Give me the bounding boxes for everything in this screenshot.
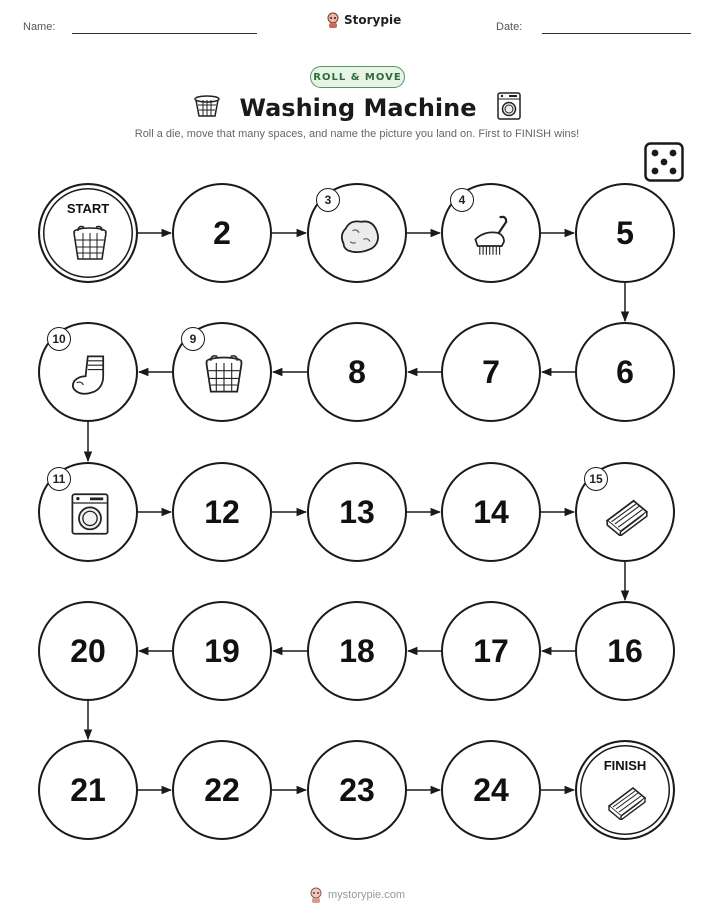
storypie-mascot-icon [309, 887, 323, 903]
board-space-21 [38, 740, 138, 840]
board-space-11 [38, 462, 138, 562]
board-space-19 [172, 601, 272, 701]
space-number: 23 [339, 771, 375, 808]
board-space-10 [38, 322, 138, 422]
board-space-25 [575, 740, 675, 840]
space-number: 7 [482, 353, 500, 390]
board-space-24 [441, 740, 541, 840]
start-label: START [66, 201, 110, 216]
washing-machine-icon [68, 492, 112, 541]
space-number-badge: 10 [47, 327, 71, 351]
footer-url[interactable]: mystorypie.com [327, 889, 406, 901]
board-space-14 [441, 462, 541, 562]
title-text: Washing Machine [239, 94, 477, 122]
laundry-basket-icon [202, 352, 246, 401]
washboard-icon [607, 780, 647, 825]
roll-and-move-badge: ROLL & MOVE [310, 66, 405, 88]
space-number: 18 [339, 632, 375, 669]
board-space-17 [441, 601, 541, 701]
board-space-15 [575, 462, 675, 562]
space-number: 20 [70, 632, 106, 669]
board-space-12 [172, 462, 272, 562]
space-number-badge: 4 [450, 188, 474, 212]
laundry-basket-icon [70, 223, 110, 268]
washboard-icon [605, 492, 649, 541]
board-space-18 [307, 601, 407, 701]
space-number: 5 [616, 214, 634, 251]
board-space-2 [172, 183, 272, 283]
scrub-brush-icon [471, 213, 515, 262]
instructions: Roll a die, move that many spaces, and name the picture you land on. First to FINISH wins! [134, 128, 580, 140]
name-label: Name: [23, 21, 56, 33]
board-space-6 [575, 322, 675, 422]
space-number: 14 [473, 493, 509, 530]
board-space-22 [172, 740, 272, 840]
space-number: 21 [70, 771, 106, 808]
space-number: 19 [204, 632, 240, 669]
space-number-badge: 15 [584, 467, 608, 491]
board-space-13 [307, 462, 407, 562]
board-space-3 [307, 183, 407, 283]
finish-label: FINISH [603, 758, 647, 773]
space-number: 6 [616, 353, 634, 390]
space-number: 13 [339, 493, 375, 530]
board-space-23 [307, 740, 407, 840]
space-number: 8 [348, 353, 366, 390]
board-space-1 [38, 183, 138, 283]
space-number: 22 [204, 771, 240, 808]
space-number: 12 [204, 493, 240, 530]
board-space-20 [38, 601, 138, 701]
footer [0, 887, 714, 903]
space-number: 2 [213, 214, 231, 251]
space-number-badge: 11 [47, 467, 71, 491]
board-space-5 [575, 183, 675, 283]
space-number-badge: 9 [181, 327, 205, 351]
space-number: 16 [607, 632, 643, 669]
board-space-8 [307, 322, 407, 422]
board-space-16 [575, 601, 675, 701]
sock-icon [68, 352, 112, 401]
board-space-7 [441, 322, 541, 422]
brand-name: Storypie [344, 13, 402, 27]
board-space-4 [441, 183, 541, 283]
board-space-9 [172, 322, 272, 422]
rock-icon [337, 213, 381, 262]
date-label: Date: [496, 21, 523, 33]
space-number-badge: 3 [316, 188, 340, 212]
space-number: 24 [473, 771, 509, 808]
space-number: 17 [473, 632, 509, 669]
